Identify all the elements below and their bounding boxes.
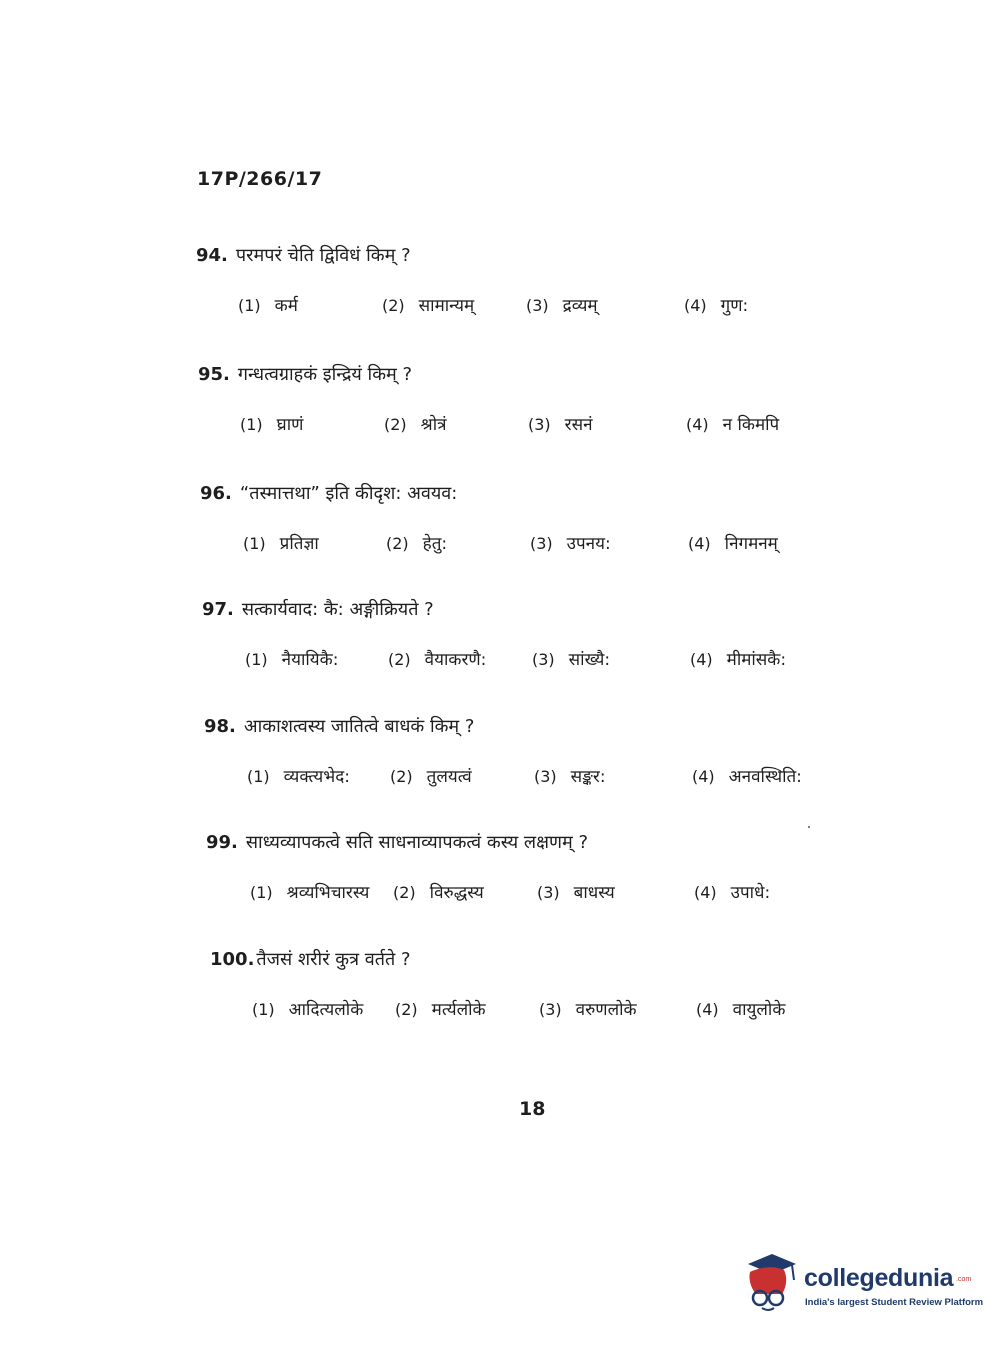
question-line — [204, 714, 474, 738]
question-98 — [0, 714, 1001, 804]
logo-dotcom: .com — [956, 1276, 972, 1283]
option-4 — [696, 997, 785, 1020]
option-number: (2) — [390, 767, 413, 786]
option-3 — [537, 880, 615, 903]
option-text: उपाधे: — [730, 883, 771, 903]
question-number: 98. — [204, 716, 236, 737]
option-text: वायुलोके — [732, 1000, 786, 1020]
option-text: बाधस्य — [573, 883, 615, 903]
options-row — [0, 764, 1001, 794]
option-2 — [388, 647, 486, 670]
collegedunia-logo — [742, 1250, 984, 1314]
logo-wordmark: collegedunia — [804, 1264, 954, 1292]
option-number: (3) — [534, 767, 557, 786]
option-2 — [386, 531, 447, 554]
options-row — [0, 293, 1001, 323]
option-number: (4) — [696, 1000, 719, 1019]
option-text: विरुद्धस्य — [429, 883, 484, 903]
option-1 — [243, 531, 319, 554]
question-number: 99. — [206, 832, 238, 853]
question-line — [202, 597, 434, 621]
option-text: सामान्यम् — [418, 296, 475, 316]
option-number: (1) — [245, 650, 268, 669]
question-number: 97. — [202, 599, 234, 620]
option-text: श्रोत्रं — [420, 415, 447, 435]
question-line — [200, 481, 457, 505]
option-3 — [539, 997, 637, 1020]
option-number: (4) — [684, 296, 707, 315]
option-1 — [247, 764, 350, 787]
question-97 — [0, 597, 1001, 687]
option-text: वरुणलोके — [575, 1000, 637, 1020]
options-row — [0, 647, 1001, 677]
question-number: 100. — [210, 949, 255, 970]
option-1 — [240, 412, 303, 435]
option-text: वैयाकरणै: — [424, 650, 487, 670]
question-text: आकाशत्वस्य जातित्वे बाधकं किम् ? — [243, 716, 475, 737]
question-line — [210, 947, 411, 971]
option-text: आदित्यलोके — [288, 1000, 364, 1020]
question-100 — [0, 947, 1001, 1037]
option-number: (1) — [238, 296, 261, 315]
mascot-icon — [742, 1250, 800, 1314]
question-text: गन्धत्वग्राहकं इन्द्रियं किम् ? — [237, 364, 413, 385]
option-number: (2) — [386, 534, 409, 553]
option-number: (3) — [528, 415, 551, 434]
option-number: (3) — [526, 296, 549, 315]
option-number: (2) — [382, 296, 405, 315]
question-96 — [0, 481, 1001, 571]
logo-tagline: India's largest Student Review Platform — [805, 1297, 984, 1308]
option-3 — [530, 531, 611, 554]
option-number: (2) — [388, 650, 411, 669]
option-number: (3) — [537, 883, 560, 902]
option-text: प्रतिज्ञा — [279, 534, 319, 554]
option-4 — [690, 647, 786, 670]
option-text: घ्राणं — [276, 415, 304, 435]
option-text: तुलयत्वं — [426, 767, 472, 787]
option-1 — [245, 647, 338, 670]
option-text: सांख्यै: — [568, 650, 611, 670]
question-line — [206, 830, 588, 854]
question-text: “तस्मात्तथा” इति कीदृश: अवयव: — [239, 483, 458, 504]
question-text: सत्कार्यवाद: कै: अङ्गीक्रियते ? — [241, 599, 434, 620]
option-3 — [526, 293, 598, 316]
question-text: तैजसं शरीरं कुत्र वर्तते ? — [256, 949, 411, 970]
options-row — [0, 412, 1001, 442]
option-number: (1) — [252, 1000, 275, 1019]
option-text: अनवस्थिति: — [728, 767, 802, 787]
question-text: साध्यव्यापकत्वे सति साधनाव्यापकत्वं कस्य लक्षणम् ? — [245, 832, 589, 853]
question-text: परमपरं चेति द्विविधं किम् ? — [235, 245, 411, 266]
option-number: (4) — [690, 650, 713, 669]
option-number: (3) — [532, 650, 555, 669]
options-row — [0, 997, 1001, 1027]
option-text: कर्म — [274, 296, 298, 316]
option-text: न किमपि — [722, 415, 780, 435]
option-4 — [692, 764, 802, 787]
scan-speck — [808, 826, 810, 828]
option-number: (4) — [686, 415, 709, 434]
option-4 — [686, 412, 779, 435]
question-line — [198, 362, 412, 386]
option-number: (4) — [688, 534, 711, 553]
option-2 — [390, 764, 472, 787]
options-row — [0, 531, 1001, 561]
question-99 — [0, 830, 1001, 920]
option-1 — [238, 293, 298, 316]
option-text: मीमांसकै: — [726, 650, 787, 670]
paper-code: 17P/266/17 — [197, 168, 323, 190]
option-3 — [532, 647, 610, 670]
question-94 — [0, 243, 1001, 333]
option-number: (1) — [243, 534, 266, 553]
option-text: रसनं — [564, 415, 593, 435]
option-number: (1) — [240, 415, 263, 434]
option-2 — [384, 412, 447, 435]
question-95 — [0, 362, 1001, 452]
option-number: (4) — [692, 767, 715, 786]
option-text: नैयायिकै: — [281, 650, 339, 670]
question-number: 94. — [196, 245, 228, 266]
option-text: व्यक्त्यभेद: — [283, 767, 350, 787]
option-2 — [382, 293, 474, 316]
option-4 — [694, 880, 770, 903]
option-number: (4) — [694, 883, 717, 902]
question-number: 95. — [198, 364, 230, 385]
option-3 — [528, 412, 593, 435]
option-text: उपनय: — [566, 534, 611, 554]
question-number: 96. — [200, 483, 232, 504]
option-number: (3) — [530, 534, 553, 553]
question-line — [196, 243, 411, 267]
option-4 — [688, 531, 778, 554]
option-3 — [534, 764, 606, 787]
options-row — [0, 880, 1001, 910]
option-number: (2) — [384, 415, 407, 434]
page-number: 18 — [519, 1098, 546, 1120]
option-1 — [252, 997, 363, 1020]
option-number: (1) — [247, 767, 270, 786]
option-text: श्रव्यभिचारस्य — [286, 883, 370, 903]
option-number: (3) — [539, 1000, 562, 1019]
option-number: (1) — [250, 883, 273, 902]
option-2 — [393, 880, 484, 903]
option-1 — [250, 880, 369, 903]
option-4 — [684, 293, 748, 316]
option-text: सङ्कर: — [570, 767, 606, 787]
option-text: निगमनम् — [724, 534, 778, 554]
option-text: मर्त्यलोके — [431, 1000, 486, 1020]
option-2 — [395, 997, 486, 1020]
option-text: हेतु: — [422, 534, 448, 554]
option-number: (2) — [395, 1000, 418, 1019]
option-text: गुण: — [720, 296, 749, 316]
option-number: (2) — [393, 883, 416, 902]
option-text: द्रव्यम् — [562, 296, 598, 316]
